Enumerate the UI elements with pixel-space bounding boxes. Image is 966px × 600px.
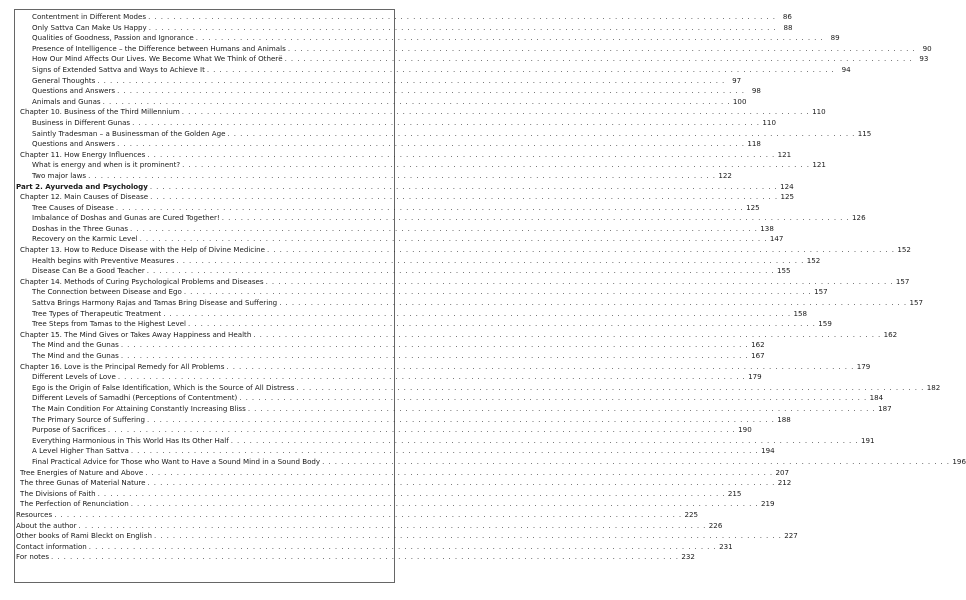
toc-leader-dots: . . . . . . . . . . . . . . . . . . . . . . . . . . . . . . . . . . . . . . . . . . . . . . . . . . . . . . . . . . . . . . . . . . . . . . . . . . . . . . . . . . . . . . . . . . . . . . . . . . . . <box>195 33 824 43</box>
toc-entry[interactable] <box>16 382 941 394</box>
toc-entry[interactable] <box>16 361 871 373</box>
toc-entry-title: What is energy and when is it prominent? <box>32 160 181 170</box>
toc-leader-dots: . . . . . . . . . . . . . . . . . . . . . . . . . . . . . . . . . . . . . . . . . . . . . . . . . . . . . . . . . . . . . . . . . . . . . . . . . . . . . . . . . . . . . . . . . . . . . . . . . . . . <box>130 499 759 509</box>
toc-leader-dots: . . . . . . . . . . . . . . . . . . . . . . . . . . . . . . . . . . . . . . . . . . . . . . . . . . . . . . . . . . . . . . . . . . . . . . . . . . . . . . . . . . . . . . . . . . . . . . . . . . . . <box>239 393 868 403</box>
toc-entry-page-number: 162 <box>751 340 765 350</box>
toc-leader-dots: . . . . . . . . . . . . . . . . . . . . . . . . . . . . . . . . . . . . . . . . . . . . . . . . . . . . . . . . . . . . . . . . . . . . . . . . . . . . . . . . . . . . . . . . . . . . . . . . . . . . <box>253 329 882 339</box>
toc-leader-dots: . . . . . . . . . . . . . . . . . . . . . . . . . . . . . . . . . . . . . . . . . . . . . . . . . . . . . . . . . . . . . . . . . . . . . . . . . . . . . . . . . . . . . . . . . . . . . . . . . . . . <box>284 54 913 64</box>
toc-leader-dots: . . . . . . . . . . . . . . . . . . . . . . . . . . . . . . . . . . . . . . . . . . . . . . . . . . . . . . . . . . . . . . . . . . . . . . . . . . . . . . . . . . . . . . . . . . . . . . . . . . . . <box>132 117 760 127</box>
toc-entry-page-number: 167 <box>751 351 765 360</box>
toc-entry-title: Recovery on the Karmic Level <box>32 234 138 244</box>
toc-entry[interactable] <box>16 552 695 563</box>
toc-entry-title: Chapter 10. Business of the Third Millennium <box>20 107 180 117</box>
toc-entry-page-number: 100 <box>732 96 747 106</box>
toc-entry-title: Tree Types of Therapeutic Treatment <box>32 308 162 318</box>
toc-leader-dots: . . . . . . . . . . . . . . . . . . . . . . . . . . . . . . . . . . . . . . . . . . . . . . . . . . . . . . . . . . . . . . . . . . . . . . . . . . . . . . . . . . . . . . . . . . . . . . . . . . . . <box>102 96 731 106</box>
toc-entry[interactable] <box>16 160 826 171</box>
toc-entry-page-number: 159 <box>818 319 832 329</box>
toc-entry-title: The Mind and the Gunas <box>32 351 119 360</box>
toc-entry[interactable] <box>16 266 791 277</box>
toc-entry[interactable] <box>16 488 742 500</box>
toc-entry-title: Ego is the Origin of False Identification, Which is the Source of All Distress <box>32 382 295 392</box>
toc-entry-page-number: 184 <box>869 393 884 403</box>
toc-entry-title: Part 2. Ayurveda and Psychology <box>16 181 148 191</box>
toc-entry-page-number: 138 <box>760 223 774 233</box>
toc-entry-title: For notes <box>16 552 50 562</box>
toc-entry-page-number: 219 <box>761 499 775 509</box>
toc-leader-dots: . . . . . . . . . . . . . . . . . . . . . . . . . . . . . . . . . . . . . . . . . . . . . . . . . . . . . . . . . . . . . . . . . . . . . . . . . . . . . . . . . . . . . . . . . . . . . . . . . . . . <box>267 245 895 255</box>
toc-entry[interactable] <box>16 520 723 532</box>
toc-leader-dots: . . . . . . . . . . . . . . . . . . . . . . . . . . . . . . . . . . . . . . . . . . . . . . . . . . . . . . . . . . . . . . . . . . . . . . . . . . . . . . . . . . . . . . . . . . . . . . . . . . . . <box>130 223 758 233</box>
toc-leader-dots: . . . . . . . . . . . . . . . . . . . . . . . . . . . . . . . . . . . . . . . . . . . . . . . . . . . . . . . . . . . . . . . . . . . . . . . . . . . . . . . . . . . . . . . . . . . . . . . . . . . . <box>97 75 726 85</box>
toc-leader-dots: . . . . . . . . . . . . . . . . . . . . . . . . . . . . . . . . . . . . . . . . . . . . . . . . . . . . . . . . . . . . . . . . . . . . . . . . . . . . . . . . . . . . . . . . . . . . . . . . . . . . <box>296 382 925 392</box>
toc-entry-title: Chapter 15. The Mind Gives or Takes Away Happiness and Health <box>20 329 252 339</box>
toc-entry[interactable] <box>16 329 898 341</box>
toc-entry-title: Two major laws <box>32 170 87 180</box>
toc-entry-page-number: 162 <box>883 329 898 339</box>
toc-entry[interactable] <box>16 276 910 288</box>
toc-entry-title: About the author <box>16 520 77 530</box>
toc-entry[interactable] <box>16 298 924 309</box>
toc-leader-dots: . . . . . . . . . . . . . . . . . . . . . . . . . . . . . . . . . . . . . . . . . . . . . . . . . . . . . . . . . . . . . . . . . . . . . . . . . . . . . . . . . . . . . . . . . . . . . . . . . . . . <box>183 287 812 297</box>
toc-entry-title: Animals and Gunas <box>32 96 101 106</box>
toc-entry-title: Only Sattva Can Make Us Happy <box>32 22 147 32</box>
toc-entry[interactable] <box>16 531 798 542</box>
toc-entry-title: Qualities of Goodness, Passion and Ignorance <box>32 33 194 43</box>
toc-leader-dots: . . . . . . . . . . . . . . . . . . . . . . . . . . . . . . . . . . . . . . . . . . . . . . . . . . . . . . . . . . . . . . . . . . . . . . . . . . . . . . . . . . . . . . . . . . . . . . . . . . . . <box>176 255 805 265</box>
toc-leader-dots: . . . . . . . . . . . . . . . . . . . . . . . . . . . . . . . . . . . . . . . . . . . . . . . . . . . . . . . . . . . . . . . . . . . . . . . . . . . . . . . . . . . . . . . . . . . . . . . . . . . . <box>88 541 717 551</box>
toc-entry-page-number: 89 <box>830 33 840 43</box>
toc-entry[interactable] <box>16 54 929 65</box>
toc-entry-page-number: 196 <box>952 456 966 466</box>
toc-entry[interactable] <box>16 499 775 510</box>
toc-entry-title: Chapter 12. Main Causes of Disease <box>20 192 149 202</box>
toc-leader-dots: . . . . . . . . . . . . . . . . . . . . . . . . . . . . . . . . . . . . . . . . . . . . . . . . . . . . . . . . . . . . . . . . . . . . . . . . . . . . . . . . . . . . . . . . . . . . . . . . . . . . <box>221 213 850 223</box>
toc-entry-page-number: 207 <box>775 467 790 477</box>
toc-entry[interactable] <box>16 43 932 55</box>
toc-leader-dots: . . . . . . . . . . . . . . . . . . . . . . . . . . . . . . . . . . . . . . . . . . . . . . . . . . . . . . . . . . . . . . . . . . . . . . . . . . . . . . . . . . . . . . . . . . . . . . . . . . . . <box>139 234 768 244</box>
toc-leader-dots: . . . . . . . . . . . . . . . . . . . . . . . . . . . . . . . . . . . . . . . . . . . . . . . . . . . . . . . . . . . . . . . . . . . . . . . . . . . . . . . . . . . . . . . . . . . . . . . . . . . . <box>147 149 776 159</box>
toc-entry-page-number: 155 <box>777 266 791 276</box>
toc-entry-title: Contact information <box>16 541 87 551</box>
toc-entry-page-number: 158 <box>793 308 808 318</box>
toc-entry-page-number: 124 <box>780 181 794 191</box>
toc-entry-title: Chapter 13. How to Reduce Disease with the Help of Divine Medicine <box>20 245 266 255</box>
toc-leader-dots: . . . . . . . . . . . . . . . . . . . . . . . . . . . . . . . . . . . . . . . . . . . . . . . . . . . . . . . . . . . . . . . . . . . . . . . . . . . . . . . . . . . . . . . . . . . . . . . . . . . . <box>148 12 776 21</box>
toc-leader-dots: . . . . . . . . . . . . . . . . . . . . . . . . . . . . . . . . . . . . . . . . . . . . . . . . . . . . . . . . . . . . . . . . . . . . . . . . . . . . . . . . . . . . . . . . . . . . . . . . . . . . <box>145 467 774 477</box>
toc-entry[interactable] <box>16 223 774 235</box>
toc-entry-page-number: 118 <box>747 139 761 149</box>
toc-leader-dots: . . . . . . . . . . . . . . . . . . . . . . . . . . . . . . . . . . . . . . . . . . . . . . . . . . . . . . . . . . . . . . . . . . . . . . . . . . . . . . . . . . . . . . . . . . . . . . . . . . . . <box>153 531 782 541</box>
toc-entry[interactable] <box>16 351 765 362</box>
toc-entry-title: The Perfection of Renunciation <box>20 499 129 509</box>
toc-leader-dots: . . . . . . . . . . . . . . . . . . . . . . . . . . . . . . . . . . . . . . . . . . . . . . . . . . . . . . . . . . . . . . . . . . . . . . . . . . . . . . . . . . . . . . . . . . . . . . . . . . . . <box>115 202 744 212</box>
toc-entry-page-number: 125 <box>746 202 760 212</box>
toc-entry[interactable] <box>16 64 851 76</box>
toc-leader-dots: . . . . . . . . . . . . . . . . . . . . . . . . . . . . . . . . . . . . . . . . . . . . . . . . . . . . . . . . . . . . . . . . . . . . . . . . . . . . . . . . . . . . . . . . . . . . . . . . . . . . <box>150 192 778 202</box>
toc-entry-title: General Thoughts <box>32 75 96 85</box>
toc-entry[interactable] <box>16 319 832 330</box>
toc-leader-dots: . . . . . . . . . . . . . . . . . . . . . . . . . . . . . . . . . . . . . . . . . . . . . . . . . . . . . . . . . . . . . . . . . . . . . . . . . . . . . . . . . . . . . . . . . . . . . . . . . . . . <box>287 43 916 53</box>
toc-entry[interactable] <box>16 12 792 23</box>
toc-entry[interactable] <box>16 192 794 203</box>
toc-entry[interactable] <box>16 117 776 129</box>
toc-entry[interactable] <box>16 541 733 553</box>
toc-entry-page-number: 121 <box>777 149 792 159</box>
toc-leader-dots: . . . . . . . . . . . . . . . . . . . . . . . . . . . . . . . . . . . . . . . . . . . . . . . . . . . . . . . . . . . . . . . . . . . . . . . . . . . . . . . . . . . . . . . . . . . . . . . . . . . . <box>107 425 736 435</box>
toc-entry-title: Different Levels of Love <box>32 372 116 382</box>
toc-entry-title: The Divisions of Faith <box>20 488 96 498</box>
toc-entry[interactable] <box>16 372 762 383</box>
toc-entry-title: Chapter 16. Love is the Principal Remedy for All Problems <box>20 361 225 371</box>
toc-leader-dots: . . . . . . . . . . . . . . . . . . . . . . . . . . . . . . . . . . . . . . . . . . . . . . . . . . . . . . . . . . . . . . . . . . . . . . . . . . . . . . . . . . . . . . . . . . . . . . . . . . . . <box>163 308 792 318</box>
toc-entry-title: How Our Mind Affects Our Lives. We Become What We Think of Otherё <box>32 54 283 64</box>
toc-entry-page-number: 179 <box>748 372 762 382</box>
toc-entry-title: Presence of Intelligence – the Difference between Humans and Animals <box>32 43 286 53</box>
toc-leader-dots: . . . . . . . . . . . . . . . . . . . . . . . . . . . . . . . . . . . . . . . . . . . . . . . . . . . . . . . . . . . . . . . . . . . . . . . . . . . . . . . . . . . . . . . . . . . . . . . . . . . . <box>227 128 856 138</box>
toc-leader-dots: . . . . . . . . . . . . . . . . . . . . . . . . . . . . . . . . . . . . . . . . . . . . . . . . . . . . . . . . . . . . . . . . . . . . . . . . . . . . . . . . . . . . . . . . . . . . . . . . . . . . <box>265 276 894 286</box>
toc-entry-title: Contentment in Different Modes <box>32 12 147 21</box>
toc-entry[interactable] <box>16 435 875 447</box>
toc-entry-page-number: 126 <box>852 213 866 223</box>
toc-entry-title: Other books of Rami Bleckt on English <box>16 531 152 541</box>
toc-entry[interactable] <box>16 107 826 118</box>
toc-entry[interactable] <box>16 75 742 87</box>
toc-entry[interactable] <box>16 509 699 521</box>
toc-entry[interactable] <box>16 287 828 298</box>
toc-entry[interactable] <box>16 33 840 44</box>
toc-entry-page-number: 194 <box>761 446 775 456</box>
toc-entry[interactable] <box>16 340 765 351</box>
toc-entry-page-number: 97 <box>732 75 742 85</box>
toc-entry[interactable] <box>16 446 775 457</box>
toc-entry-title: Everything Harmonious in This World Has Its Other Half <box>32 435 229 445</box>
toc-leader-dots: . . . . . . . . . . . . . . . . . . . . . . . . . . . . . . . . . . . . . . . . . . . . . . . . . . . . . . . . . . . . . . . . . . . . . . . . . . . . . . . . . . . . . . . . . . . . . . . . . . . . <box>181 107 810 117</box>
toc-entry-page-number: 157 <box>814 287 828 297</box>
toc-leader-dots: . . . . . . . . . . . . . . . . . . . . . . . . . . . . . . . . . . . . . . . . . . . . . . . . . . . . . . . . . . . . . . . . . . . . . . . . . . . . . . . . . . . . . . . . . . . . . . . . . . . . <box>226 361 855 371</box>
toc-entry-title: Final Practical Advice for Those who Want to Have a Sound Mind in a Sound Body <box>32 456 321 466</box>
toc-leader-dots: . . . . . . . . . . . . . . . . . . . . . . . . . . . . . . . . . . . . . . . . . . . . . . . . . . . . . . . . . . . . . . . . . . . . . . . . . . . . . . . . . . . . . . . . . . . . . . . . . . . . <box>146 414 775 424</box>
toc-entry-page-number: 110 <box>812 107 826 117</box>
toc-entry-title: A Level Higher Than Sattva <box>32 446 129 456</box>
toc-entry-page-number: 215 <box>727 488 742 498</box>
toc-leader-dots: . . . . . . . . . . . . . . . . . . . . . . . . . . . . . . . . . . . . . . . . . . . . . . . . . . . . . . . . . . . . . . . . . . . . . . . . . . . . . . . . . . . . . . . . . . . . . . . . . . . . <box>120 340 749 350</box>
toc-entry-title: Chapter 11. How Energy Influences <box>20 149 146 159</box>
toc-entry-page-number: 152 <box>806 255 821 265</box>
toc-entry-page-number: 225 <box>684 509 699 519</box>
toc-leader-dots: . . . . . . . . . . . . . . . . . . . . . . . . . . . . . . . . . . . . . . . . . . . . . . . . . . . . . . . . . . . . . . . . . . . . . . . . . . . . . . . . . . . . . . . . . . . . . . . . . . . . <box>279 298 908 308</box>
toc-leader-dots: . . . . . . . . . . . . . . . . . . . . . . . . . . . . . . . . . . . . . . . . . . . . . . . . . . . . . . . . . . . . . . . . . . . . . . . . . . . . . . . . . . . . . . . . . . . . . . . . . . . . <box>230 435 859 445</box>
toc-leader-dots: . . . . . . . . . . . . . . . . . . . . . . . . . . . . . . . . . . . . . . . . . . . . . . . . . . . . . . . . . . . . . . . . . . . . . . . . . . . . . . . . . . . . . . . . . . . . . . . . . . . . <box>206 64 835 74</box>
toc-entry[interactable] <box>16 234 784 245</box>
table-of-contents <box>16 12 966 563</box>
toc-entry-page-number: 187 <box>878 403 892 413</box>
toc-entry[interactable] <box>16 202 760 214</box>
toc-entry-page-number: 121 <box>812 160 826 170</box>
toc-entry-title: The three Gunas of Material Nature <box>20 478 146 488</box>
toc-entry[interactable] <box>16 478 792 489</box>
toc-leader-dots: . . . . . . . . . . . . . . . . . . . . . . . . . . . . . . . . . . . . . . . . . . . . . . . . . . . . . . . . . . . . . . . . . . . . . . . . . . . . . . . . . . . . . . . . . . . . . . . . . . . . <box>149 181 778 191</box>
toc-entry-title: The Main Condition For Attaining Constantly Increasing Bliss <box>32 403 246 413</box>
toc-entry-title: Tree Causes of Disease <box>32 202 114 212</box>
toc-leader-dots: . . . . . . . . . . . . . . . . . . . . . . . . . . . . . . . . . . . . . . . . . . . . . . . . . . . . . . . . . . . . . . . . . . . . . . . . . . . . . . . . . . . . . . . . . . . . . . . . . . . . <box>130 446 759 456</box>
toc-entry[interactable] <box>16 22 793 34</box>
toc-entry[interactable] <box>16 128 872 140</box>
toc-entry[interactable] <box>16 425 752 436</box>
toc-entry-page-number: 125 <box>780 192 794 202</box>
toc-leader-dots: . . . . . . . . . . . . . . . . . . . . . . . . . . . . . . . . . . . . . . . . . . . . . . . . . . . . . . . . . . . . . . . . . . . . . . . . . . . . . . . . . . . . . . . . . . . . . . . . . . . . <box>51 552 679 562</box>
toc-entry-page-number: 212 <box>777 478 792 488</box>
toc-entry-page-number: 93 <box>919 54 929 64</box>
toc-entry[interactable] <box>16 149 792 161</box>
toc-leader-dots: . . . . . . . . . . . . . . . . . . . . . . . . . . . . . . . . . . . . . . . . . . . . . . . . . . . . . . . . . . . . . . . . . . . . . . . . . . . . . . . . . . . . . . . . . . . . . . . . . . . . <box>188 319 816 329</box>
toc-entry[interactable] <box>16 403 892 415</box>
toc-entry-page-number: 182 <box>926 382 941 392</box>
toc-entry-title: Health begins with Preventive Measures <box>32 255 175 265</box>
toc-entry-title: Signs of Extended Sattva and Ways to Achieve It <box>32 64 205 74</box>
toc-leader-dots: . . . . . . . . . . . . . . . . . . . . . . . . . . . . . . . . . . . . . . . . . . . . . . . . . . . . . . . . . . . . . . . . . . . . . . . . . . . . . . . . . . . . . . . . . . . . . . . . . . . . <box>117 372 746 382</box>
toc-leader-dots: . . . . . . . . . . . . . . . . . . . . . . . . . . . . . . . . . . . . . . . . . . . . . . . . . . . . . . . . . . . . . . . . . . . . . . . . . . . . . . . . . . . . . . . . . . . . . . . . . . . . <box>146 266 775 276</box>
toc-leader-dots: . . . . . . . . . . . . . . . . . . . . . . . . . . . . . . . . . . . . . . . . . . . . . . . . . . . . . . . . . . . . . . . . . . . . . . . . . . . . . . . . . . . . . . . . . . . . . . . . . . . . <box>120 351 749 360</box>
toc-entry-title: Different Levels of Samadhi (Perceptions of Contentment) <box>32 393 238 403</box>
toc-entry-page-number: 90 <box>922 43 932 53</box>
toc-entry-title: Disease Can Be a Good Teacher <box>32 266 145 276</box>
toc-entry-page-number: 98 <box>751 86 761 96</box>
toc-entry-page-number: 86 <box>782 12 792 21</box>
toc-leader-dots: . . . . . . . . . . . . . . . . . . . . . . . . . . . . . . . . . . . . . . . . . . . . . . . . . . . . . . . . . . . . . . . . . . . . . . . . . . . . . . . . . . . . . . . . . . . . . . . . . . . . <box>247 403 876 413</box>
toc-entry[interactable] <box>16 308 808 320</box>
toc-entry-title: Doshas in the Three Gunas <box>32 223 129 233</box>
toc-entry[interactable] <box>16 393 884 404</box>
toc-entry[interactable] <box>16 456 966 468</box>
toc-leader-dots: . . . . . . . . . . . . . . . . . . . . . . . . . . . . . . . . . . . . . . . . . . . . . . . . . . . . . . . . . . . . . . . . . . . . . . . . . . . . . . . . . . . . . . . . . . . . . . . . . . . . <box>117 139 745 149</box>
toc-entry-title: Sattva Brings Harmony Rajas and Tamas Bring Disease and Suffering <box>32 298 278 308</box>
toc-leader-dots: . . . . . . . . . . . . . . . . . . . . . . . . . . . . . . . . . . . . . . . . . . . . . . . . . . . . . . . . . . . . . . . . . . . . . . . . . . . . . . . . . . . . . . . . . . . . . . . . . . . . <box>322 456 950 466</box>
toc-entry[interactable] <box>16 181 794 193</box>
toc-entry-title: Saintly Tradesman – a Businessman of the Golden Age <box>32 128 226 138</box>
toc-leader-dots: . . . . . . . . . . . . . . . . . . . . . . . . . . . . . . . . . . . . . . . . . . . . . . . . . . . . . . . . . . . . . . . . . . . . . . . . . . . . . . . . . . . . . . . . . . . . . . . . . . . . <box>54 509 683 519</box>
toc-entry[interactable] <box>16 170 732 182</box>
toc-entry-title: Questions and Answers <box>32 139 116 149</box>
toc-entry[interactable] <box>16 96 747 108</box>
toc-entry[interactable] <box>16 414 791 426</box>
toc-entry-page-number: 157 <box>909 298 924 308</box>
toc-entry-title: Purpose of Sacrifices <box>32 425 106 435</box>
toc-entry-page-number: 188 <box>777 414 791 424</box>
toc-entry[interactable] <box>16 213 866 224</box>
toc-entry-page-number: 226 <box>708 520 723 530</box>
toc-entry-page-number: 190 <box>738 425 752 435</box>
toc-entry[interactable] <box>16 255 821 267</box>
toc-entry-page-number: 179 <box>856 361 871 371</box>
toc-entry-page-number: 231 <box>719 541 733 551</box>
toc-entry-page-number: 147 <box>769 234 784 244</box>
toc-entry-page-number: 152 <box>897 245 911 255</box>
toc-entry-title: The Connection between Disease and Ego <box>32 287 182 297</box>
toc-entry-title: Business in Different Gunas <box>32 117 131 127</box>
toc-entry-page-number: 88 <box>783 22 793 32</box>
toc-entry-page-number: 157 <box>895 276 910 286</box>
toc-entry-page-number: 115 <box>857 128 872 138</box>
toc-entry-title: The Mind and the Gunas <box>32 340 119 350</box>
toc-entry[interactable] <box>16 86 761 97</box>
toc-leader-dots: . . . . . . . . . . . . . . . . . . . . . . . . . . . . . . . . . . . . . . . . . . . . . . . . . . . . . . . . . . . . . . . . . . . . . . . . . . . . . . . . . . . . . . . . . . . . . . . . . . . . <box>88 170 716 180</box>
toc-entry-page-number: 232 <box>681 552 695 562</box>
toc-entry[interactable] <box>16 245 911 256</box>
toc-leader-dots: . . . . . . . . . . . . . . . . . . . . . . . . . . . . . . . . . . . . . . . . . . . . . . . . . . . . . . . . . . . . . . . . . . . . . . . . . . . . . . . . . . . . . . . . . . . . . . . . . . . . <box>148 22 777 32</box>
toc-entry-title: The Primary Source of Suffering <box>32 414 145 424</box>
toc-entry-title: Tree Steps from Tamas to the Highest Level <box>32 319 187 329</box>
toc-leader-dots: . . . . . . . . . . . . . . . . . . . . . . . . . . . . . . . . . . . . . . . . . . . . . . . . . . . . . . . . . . . . . . . . . . . . . . . . . . . . . . . . . . . . . . . . . . . . . . . . . . . . <box>117 86 745 96</box>
toc-leader-dots: . . . . . . . . . . . . . . . . . . . . . . . . . . . . . . . . . . . . . . . . . . . . . . . . . . . . . . . . . . . . . . . . . . . . . . . . . . . . . . . . . . . . . . . . . . . . . . . . . . . . <box>78 520 707 530</box>
toc-leader-dots: . . . . . . . . . . . . . . . . . . . . . . . . . . . . . . . . . . . . . . . . . . . . . . . . . . . . . . . . . . . . . . . . . . . . . . . . . . . . . . . . . . . . . . . . . . . . . . . . . . . . <box>182 160 810 170</box>
toc-entry-page-number: 227 <box>784 531 798 541</box>
toc-entry-title: Imbalance of Doshas and Gunas are Cured Together! <box>32 213 220 223</box>
toc-entry[interactable] <box>16 139 761 150</box>
toc-entry-page-number: 122 <box>718 170 732 180</box>
toc-entry-page-number: 110 <box>762 117 776 127</box>
toc-entry-title: Questions and Answers <box>32 86 116 96</box>
toc-entry-title: Resources <box>16 509 53 519</box>
toc-entry[interactable] <box>16 467 790 479</box>
toc-entry-title: Tree Energies of Nature and Above <box>20 467 144 477</box>
toc-entry-title: Chapter 14. Methods of Curing Psychological Problems and Diseases <box>20 276 264 286</box>
toc-leader-dots: . . . . . . . . . . . . . . . . . . . . . . . . . . . . . . . . . . . . . . . . . . . . . . . . . . . . . . . . . . . . . . . . . . . . . . . . . . . . . . . . . . . . . . . . . . . . . . . . . . . . <box>97 488 726 498</box>
toc-entry-page-number: 94 <box>841 64 851 74</box>
toc-leader-dots: . . . . . . . . . . . . . . . . . . . . . . . . . . . . . . . . . . . . . . . . . . . . . . . . . . . . . . . . . . . . . . . . . . . . . . . . . . . . . . . . . . . . . . . . . . . . . . . . . . . . <box>147 478 776 488</box>
toc-entry-page-number: 191 <box>860 435 875 445</box>
